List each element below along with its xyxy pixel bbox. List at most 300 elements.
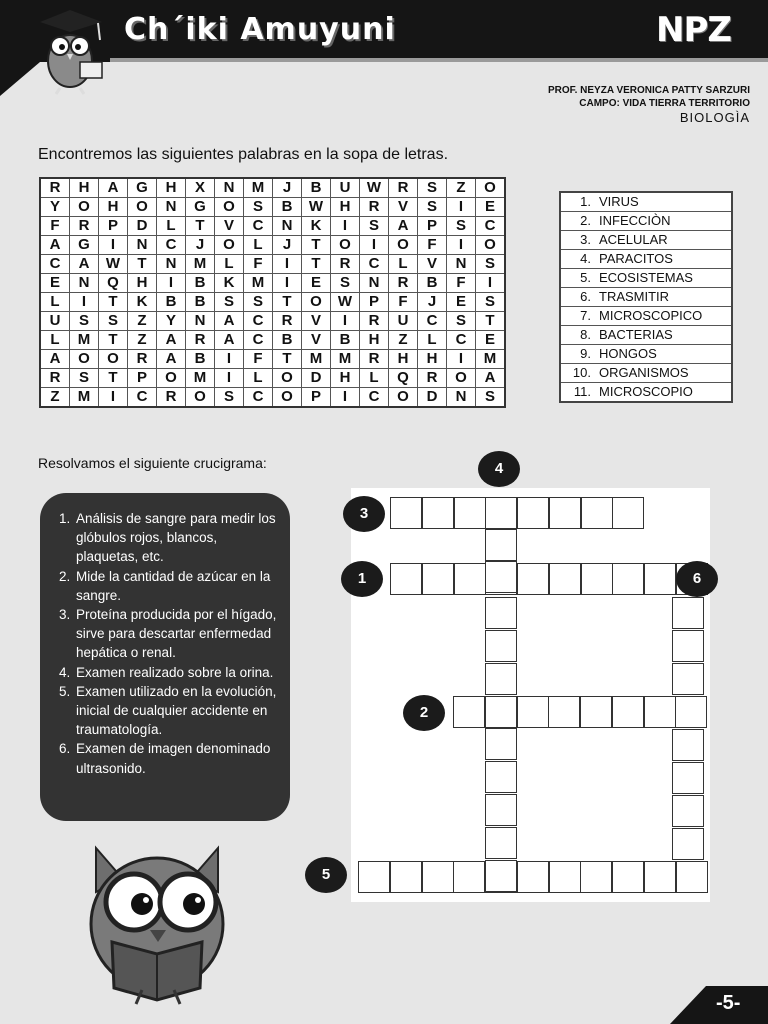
crossword-cell[interactable] [644,861,676,893]
word-search-letter: Z [447,178,476,198]
word-search-letter: T [186,217,215,236]
word-search-letter: A [40,350,70,369]
crossword-cell[interactable] [453,861,485,893]
word-search-row [40,369,505,388]
clue-item: 3. Proteína producida por el hígado, sirve para descartar enfermedad hepática o renal. [74,605,278,663]
word-search-letter: J [418,293,447,312]
word-search-letter: C [244,312,273,331]
word-search-letter: V [302,312,331,331]
word-search-letter: A [157,350,186,369]
word-search-row [40,198,505,217]
word-search-letter: O [215,198,244,217]
clue-badge-5: 5 [305,857,347,893]
crossword-cell[interactable] [612,696,644,728]
word-search-letter: M [186,255,215,274]
owl-mascot-icon [34,6,110,96]
word-search-letter: I [447,350,476,369]
word-search-letter: N [157,198,186,217]
word-search-letter: G [186,198,215,217]
word-search-letter: V [418,255,447,274]
word-search-letter: A [389,217,418,236]
brand-title: Ch´iki Amuyuni [124,12,396,47]
word-search-letter: R [273,312,302,331]
word-search-letter: O [128,198,157,217]
word-search-letter: O [70,350,99,369]
word-search-letter: H [360,331,389,350]
crossword-cell[interactable] [581,497,613,529]
word-search-letter: F [244,350,273,369]
crossword-cell[interactable] [453,696,485,728]
word-search-letter: P [99,217,128,236]
crossword-cell[interactable] [676,861,708,893]
word-search-letter: Q [389,369,418,388]
word-search-letter: O [157,369,186,388]
word-search-letter: I [99,236,128,255]
word-list-word: INFECCIÒN [599,213,671,228]
word-search-letter: C [447,331,476,350]
page-number-slant [670,986,706,1024]
crossword-cell[interactable] [672,828,704,860]
word-search-letter: J [186,236,215,255]
word-list-number: 11. [573,384,591,399]
word-search-letter: B [157,293,186,312]
crossword-cell[interactable] [612,497,644,529]
word-search-letter: C [360,388,389,408]
crossword-cell[interactable] [390,497,422,529]
word-search-letter: O [99,350,128,369]
word-list-item [560,288,732,307]
word-list-item [560,383,732,403]
word-search-letter: E [447,293,476,312]
crossword-grid [351,488,710,902]
crossword-cell[interactable] [612,563,644,595]
word-search-letter: I [70,293,99,312]
word-search-letter: S [99,312,128,331]
crossword-cell[interactable] [675,696,707,728]
crossword-cell[interactable] [580,861,612,893]
crossword-cell[interactable] [485,860,517,892]
crossword-cell[interactable] [549,497,581,529]
word-search-letter: H [128,274,157,293]
page-number: -5- [716,992,741,1014]
word-search-letter: M [70,331,99,350]
word-search-letter: R [128,350,157,369]
word-search-letter: R [40,178,70,198]
word-search-letter: A [40,236,70,255]
word-search-row [40,274,505,293]
crossword-cell[interactable] [454,563,486,595]
word-search-letter: T [302,236,331,255]
word-search-letter: C [244,331,273,350]
word-search-letter: R [331,255,360,274]
word-search-letter: H [99,198,128,217]
word-search-letter: F [40,217,70,236]
word-search-letter: D [302,369,331,388]
word-search-letter: O [215,236,244,255]
clue-item: 1. Análisis de sangre para medir los glóbulos rojos, blancos, plaquetas, etc. [74,509,278,567]
word-list-number: 9. [580,346,591,361]
word-search-letter: H [389,350,418,369]
word-search-letter: I [331,312,360,331]
word-search-letter: R [360,312,389,331]
word-search-letter: Y [40,198,70,217]
word-search-letter: L [389,255,418,274]
word-search-letter: K [302,217,331,236]
crossword-cell[interactable] [672,630,704,662]
word-search-letter: S [70,369,99,388]
word-list-word: PARACITOS [599,251,673,266]
word-search-letter: K [215,274,244,293]
word-search-letter: H [418,350,447,369]
word-search-letter: N [447,255,476,274]
word-search-letter: L [244,236,273,255]
word-search-letter: M [302,350,331,369]
word-search-letter: S [476,293,506,312]
word-search-letter: W [331,293,360,312]
clue-list [52,509,278,778]
word-search-letter: E [40,274,70,293]
word-search-letter: T [273,293,302,312]
crossword-cell[interactable] [580,696,612,728]
word-search-letter: P [360,293,389,312]
crossword-cell[interactable] [485,561,517,593]
crossword-clues-panel [40,493,290,821]
word-list-number: 7. [580,308,591,323]
word-search-letter: I [331,388,360,408]
word-search-letter: C [244,388,273,408]
word-list-word: MICROSCOPIO [599,384,693,399]
word-search-letter: G [128,178,157,198]
word-search-letter: B [186,293,215,312]
word-search-letter: T [476,312,506,331]
crossword-cell[interactable] [485,630,517,662]
word-search-letter: R [389,178,418,198]
crossword-cell[interactable] [672,762,704,794]
crossword-cell[interactable] [358,861,390,893]
crossword-cell[interactable] [485,794,517,826]
word-search-letter: A [157,331,186,350]
word-search-letter: I [99,388,128,408]
word-search-letter: L [215,255,244,274]
crossword-cell[interactable] [612,861,644,893]
crossword-cell[interactable] [517,497,549,529]
word-search-row [40,178,505,198]
campo-label: CAMPO: VIDA TIERRA TERRITORIO [579,98,750,109]
word-search-letter: U [331,178,360,198]
clue-item: 6. Examen de imagen denominado ultrasonido. [74,739,278,777]
crossword-cell[interactable] [485,728,517,760]
word-search-letter: T [273,350,302,369]
word-search-letter: C [40,255,70,274]
word-search-letter: I [447,198,476,217]
word-search-letter: O [273,388,302,408]
word-search-letter: T [302,255,331,274]
word-search-letter: N [128,236,157,255]
word-search-letter: S [418,198,447,217]
word-search-row [40,255,505,274]
word-search-letter: M [476,350,506,369]
crossword-cell[interactable] [517,563,549,595]
word-search-letter: A [215,312,244,331]
word-search-letter: S [215,293,244,312]
word-search-letter: R [186,331,215,350]
word-list-item [560,192,732,212]
word-search-letter: J [273,236,302,255]
word-search-letter: I [360,236,389,255]
word-search-letter: S [244,198,273,217]
word-search-letter: B [273,331,302,350]
crossword-cell[interactable] [422,861,454,893]
word-search-row [40,293,505,312]
clue-badge-1: 1 [341,561,383,597]
word-search-letter: I [273,274,302,293]
word-search-letter: O [476,236,506,255]
word-search-letter: H [331,369,360,388]
word-search-letter: P [128,369,157,388]
word-search-letter: M [70,388,99,408]
word-search-letter: A [70,255,99,274]
word-search-letter: H [70,178,99,198]
word-search-letter: N [186,312,215,331]
word-search-letter: F [244,255,273,274]
word-search-letter: S [447,217,476,236]
word-search-letter: I [331,217,360,236]
word-list-item [560,250,732,269]
word-search-letter: S [476,388,506,408]
word-search-letter: R [157,388,186,408]
subject-label: BIOLOGÌA [679,110,750,125]
word-list-number: 3. [580,232,591,247]
teacher-info [548,84,750,110]
word-search-letter: B [186,274,215,293]
crossword-cell[interactable] [581,563,613,595]
word-list-word: MICROSCOPICO [599,308,703,323]
word-search-letter: C [476,217,506,236]
word-list-word: VIRUS [599,194,639,209]
word-search-letter: F [447,274,476,293]
word-search-instruction: Encontremos las siguientes palabras en la sopa de letras. [38,146,449,163]
word-search-letter: C [418,312,447,331]
clue-item: 2. Mide la cantidad de azúcar en la sangre. [74,567,278,605]
word-search-letter: X [186,178,215,198]
word-search-letter: O [70,198,99,217]
word-search-row [40,236,505,255]
clue-badge-2: 2 [403,695,445,731]
word-list-number: 5. [580,270,591,285]
word-search-letter: B [331,331,360,350]
word-search-letter: O [331,236,360,255]
word-search-letter: M [331,350,360,369]
crossword-cell[interactable] [485,761,517,793]
word-search-letter: H [157,178,186,198]
word-search-letter: D [128,217,157,236]
owl-reading-icon [82,832,232,1010]
word-search-letter: N [447,388,476,408]
word-list-word: BACTERIAS [599,327,673,342]
word-search-letter: O [302,293,331,312]
crossword-cell[interactable] [517,861,549,893]
word-list-item [560,307,732,326]
word-list-word: ECOSISTEMAS [599,270,693,285]
word-list-word: ORGANISMOS [599,365,689,380]
crossword-cell[interactable] [485,696,517,728]
crossword-instruction: Resolvamos el siguiente crucigrama: [38,455,267,471]
word-search-letter: L [157,217,186,236]
crossword-cell[interactable] [644,563,676,595]
npz-logo: NPZ [656,10,732,50]
word-search-letter: W [99,255,128,274]
header-divider [110,58,768,62]
crossword-cell[interactable] [485,597,517,629]
crossword-cell[interactable] [485,827,517,859]
word-search-letter: F [418,236,447,255]
crossword-cell[interactable] [672,597,704,629]
word-search-letter: R [418,369,447,388]
word-search-letter: N [157,255,186,274]
word-search-letter: O [389,236,418,255]
word-list-item [560,212,732,231]
word-list-word: HONGOS [599,346,657,361]
word-search-letter: S [476,255,506,274]
word-search-letter: T [99,369,128,388]
word-search-letter: I [447,236,476,255]
crossword-cell[interactable] [422,563,454,595]
clue-badge-6: 6 [676,561,718,597]
word-search-letter: H [331,198,360,217]
word-search-letter: A [476,369,506,388]
word-search-letter: I [215,369,244,388]
word-search-letter: S [331,274,360,293]
word-search-letter: W [360,178,389,198]
word-search-letter: U [389,312,418,331]
clue-item: 4. Examen realizado sobre la orina. [74,663,278,682]
word-search-letter: T [99,293,128,312]
crossword-cell[interactable] [672,795,704,827]
clue-badge-4: 4 [478,451,520,487]
crossword-cell[interactable] [485,529,517,561]
word-search-letter: M [186,369,215,388]
word-search-letter: T [128,255,157,274]
word-search-letter: N [360,274,389,293]
word-list-number: 1. [580,194,591,209]
crossword-cell[interactable] [672,729,704,761]
word-search-letter: D [418,388,447,408]
word-search-letter: E [476,198,506,217]
word-search-letter: Q [99,274,128,293]
word-search-letter: L [40,331,70,350]
word-search-letter: S [360,217,389,236]
word-search-letter: U [40,312,70,331]
word-search-letter: N [273,217,302,236]
crossword-cell[interactable] [485,497,517,529]
word-search-letter: S [418,178,447,198]
clue-item: 5. Examen utilizado en la evolución, inicial de cualquier accidente en traumatología. [74,682,278,740]
crossword-cell[interactable] [672,663,704,695]
clue-badge-3: 3 [343,496,385,532]
word-search-letter: I [157,274,186,293]
word-search-letter: O [273,369,302,388]
word-search-letter: L [40,293,70,312]
word-search-letter: S [70,312,99,331]
word-list [559,191,733,403]
word-list-number: 8. [580,327,591,342]
crossword-cell[interactable] [454,497,486,529]
word-search-letter: L [418,331,447,350]
word-search-letter: R [360,198,389,217]
word-search-letter: C [244,217,273,236]
word-list-word: ACELULAR [599,232,668,247]
word-search-letter: L [244,369,273,388]
word-search-letter: O [186,388,215,408]
word-search-letter: G [70,236,99,255]
word-search-letter: B [418,274,447,293]
crossword-cell[interactable] [549,861,581,893]
word-search-letter: P [418,217,447,236]
word-search-row [40,217,505,236]
word-search-letter: O [476,178,506,198]
word-list-item [560,364,732,383]
crossword-cell[interactable] [390,563,422,595]
word-search-row [40,350,505,369]
word-search-row [40,312,505,331]
word-search-letter: W [302,198,331,217]
crossword-cell[interactable] [548,696,580,728]
crossword-cell[interactable] [390,861,422,893]
word-search-letter: L [360,369,389,388]
crossword-cell[interactable] [517,696,549,728]
word-search-letter: K [128,293,157,312]
word-search-letter: T [99,331,128,350]
word-list-item [560,269,732,288]
crossword-cell[interactable] [422,497,454,529]
word-search-letter: O [447,369,476,388]
word-search-letter: B [273,198,302,217]
word-search-letter: I [215,350,244,369]
crossword-cell[interactable] [549,563,581,595]
word-search-letter: E [476,331,506,350]
word-search-letter: A [215,331,244,350]
crossword-cell[interactable] [644,696,676,728]
word-search-letter: I [273,255,302,274]
word-search-letter: C [360,255,389,274]
word-search-letter: C [157,236,186,255]
word-search-letter: S [447,312,476,331]
word-list-number: 10. [572,365,591,380]
teacher-name: PROF. NEYZA VERONICA PATTY SARZURI [547,85,750,96]
word-search-letter: N [215,178,244,198]
word-search-letter: Y [157,312,186,331]
word-list-number: 6. [580,289,591,304]
word-search-grid [39,177,506,408]
crossword-cell[interactable] [485,663,517,695]
word-search-letter: Z [40,388,70,408]
word-search-row [40,331,505,350]
word-search-letter: B [302,178,331,198]
word-search-letter: R [389,274,418,293]
word-search-letter: Z [128,312,157,331]
word-search-letter: E [302,274,331,293]
word-list-number: 2. [580,213,591,228]
word-search-letter: A [99,178,128,198]
word-search-letter: S [215,388,244,408]
word-list-item [560,326,732,345]
word-search-letter: O [389,388,418,408]
word-search-letter: P [302,388,331,408]
word-search-letter: F [389,293,418,312]
word-list-item [560,231,732,250]
word-search-letter: I [476,274,506,293]
word-search-letter: R [70,217,99,236]
